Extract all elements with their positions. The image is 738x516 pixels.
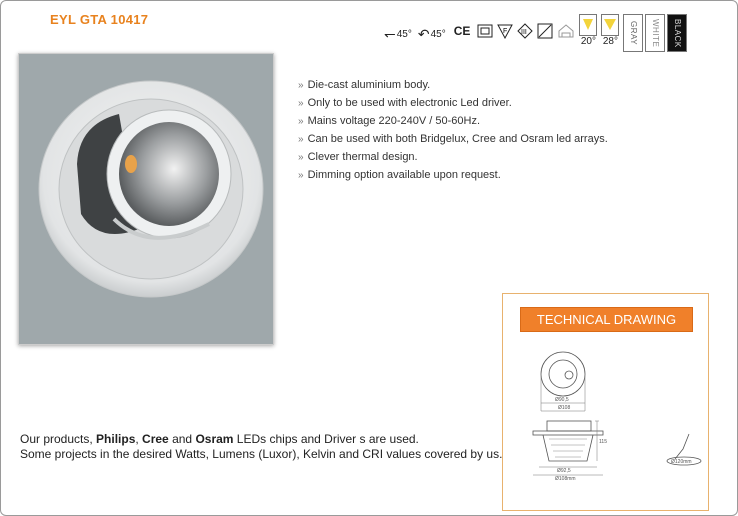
tilt-badge <box>384 26 412 43</box>
ip20-icon <box>537 23 553 39</box>
tilt-value: 45° <box>396 29 412 40</box>
product-code: EYL GTA 10417 <box>50 12 149 27</box>
swatch-label: GRAY <box>628 20 638 46</box>
swatch-label: BLACK <box>672 18 682 48</box>
feature-text: Can be used with both Bridgelux, Cree and Osram led arrays. <box>307 133 608 145</box>
cutout-dim: Ø120mm <box>671 459 692 465</box>
rotate-badge <box>418 26 446 43</box>
brand-cree: Cree <box>142 432 169 446</box>
text-span: Our products, <box>20 432 97 446</box>
beam-angle-label: 20° <box>580 36 596 47</box>
swatch-label: WHITE <box>650 18 660 48</box>
rotate-arc-icon: ↶ <box>417 26 430 42</box>
insulation-ceiling-icon <box>557 23 575 39</box>
ce-mark-icon: CE <box>453 24 471 38</box>
beam-angle-label: 28° <box>602 36 618 47</box>
feature-text: Clever thermal design. <box>307 151 418 163</box>
list-item <box>298 150 608 168</box>
bottom-line-1 <box>20 432 502 447</box>
chevron-right-icon: » <box>298 98 304 109</box>
bottom-description <box>20 432 502 462</box>
list-item <box>298 168 608 186</box>
chevron-right-icon: » <box>298 152 304 163</box>
tilt-arc-icon: ↽ <box>384 26 396 42</box>
svg-text:III: III <box>521 29 528 36</box>
list-item <box>298 78 608 96</box>
beam-wide-icon <box>601 14 619 36</box>
beam-narrow-icon <box>579 14 597 36</box>
chevron-right-icon: » <box>298 134 304 145</box>
text-span: LEDs chips and Driver s are used. <box>233 432 419 446</box>
text-span: and <box>168 432 196 446</box>
text-span: , <box>135 432 143 446</box>
chevron-right-icon: » <box>298 80 304 91</box>
f-mark-icon <box>497 23 513 39</box>
bottom-line-2: Some projects in the desired Watts, Lumens (Luxor), Kelvin and CRI values covered by us. <box>20 447 503 461</box>
safety-class-icon <box>477 24 493 38</box>
chevron-right-icon: » <box>298 170 304 181</box>
feature-text: Only to be used with electronic Led driver. <box>307 97 512 109</box>
list-item <box>298 96 608 114</box>
list-item <box>298 132 608 150</box>
spec-badges <box>384 14 689 50</box>
technical-drawing <box>503 339 708 509</box>
beam-angle-20 <box>579 14 597 47</box>
front-dim-b: Ø108 <box>558 405 571 411</box>
product-photo <box>18 53 274 345</box>
rotate-value: 45° <box>430 29 446 40</box>
technical-drawing-panel <box>502 293 709 511</box>
brand-philips: Philips <box>96 432 136 446</box>
height-dim: 115 <box>599 439 607 445</box>
list-item <box>298 114 608 132</box>
feature-list <box>298 78 608 186</box>
class-iii-icon <box>517 23 533 39</box>
feature-text: Dimming option available upon request. <box>307 169 501 181</box>
chevron-right-icon: » <box>298 116 304 127</box>
front-dim-a: Ø90,5 <box>555 397 569 403</box>
color-swatch-gray <box>623 14 643 52</box>
technical-drawing-button[interactable]: TECHNICAL DRAWING <box>520 307 693 332</box>
side-dim-a: Ø92,5 <box>557 468 571 474</box>
feature-text: Mains voltage 220-240V / 50-60Hz. <box>307 115 480 127</box>
color-swatch-black <box>667 14 687 52</box>
side-dim-b: Ø108mm <box>555 476 576 482</box>
color-swatch-white <box>645 14 665 52</box>
feature-text: Die-cast aluminium body. <box>307 79 431 91</box>
brand-osram: Osram <box>195 432 234 446</box>
beam-angle-28 <box>601 14 619 47</box>
downlight-image <box>19 54 273 344</box>
svg-text:F: F <box>503 28 508 35</box>
